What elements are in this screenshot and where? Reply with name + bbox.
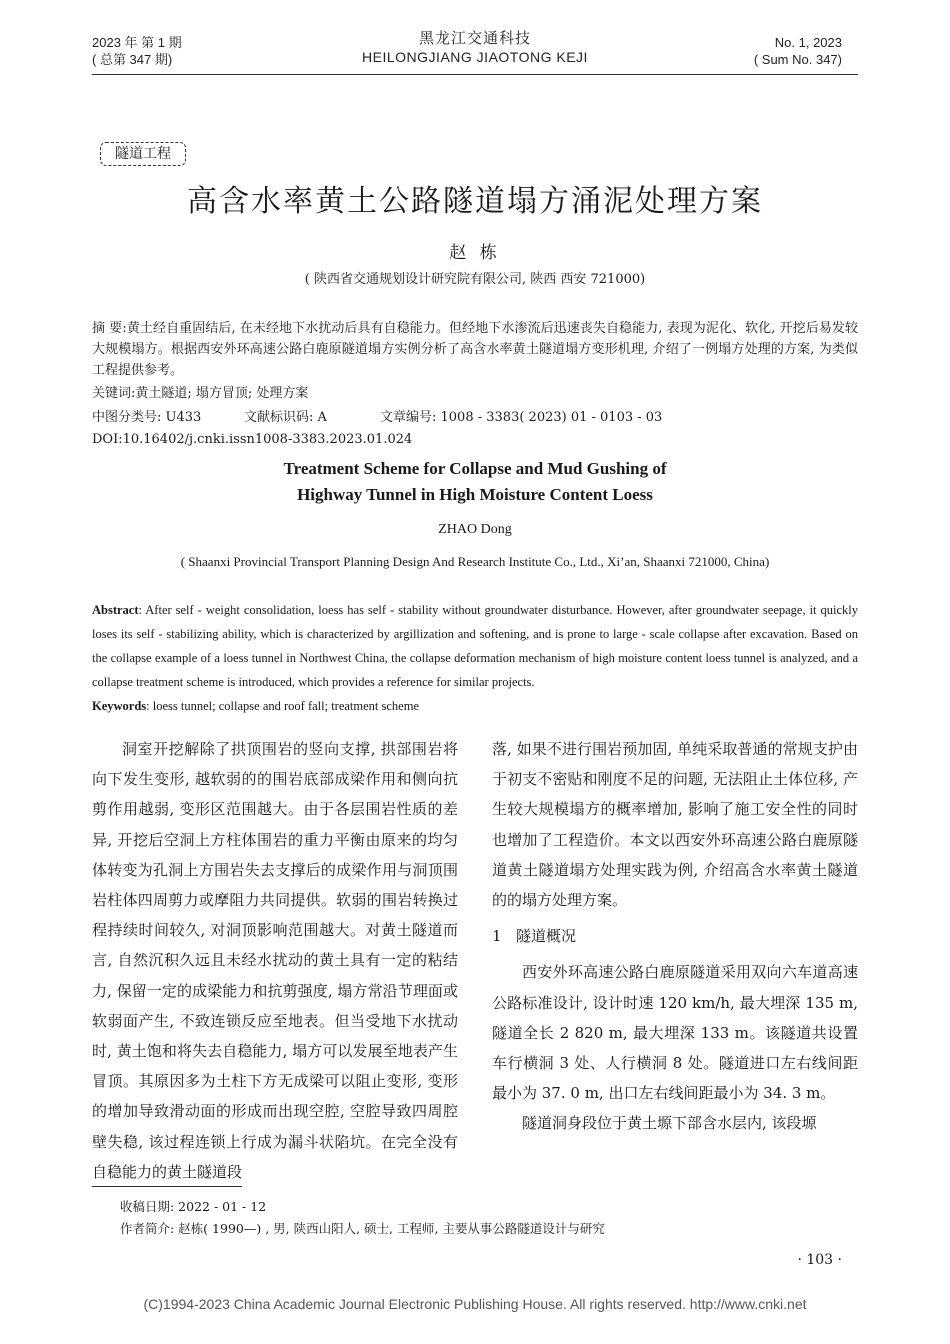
- body-column-left: [92, 734, 458, 1187]
- author-affiliation: ( 陕西省交通规划设计研究院有限公司, 陕西 西安 721000): [304, 272, 646, 287]
- body-paragraph-continued: 落, 如果不进行围岩预加固, 单纯采取普通的常规支护由于初支不密贴和刚度不足的问题, 无法阻止土体位移, 产生较大规模塌方的概率增加, 影响了施工安全性的同时也增加了工程造价。本文以西安外环高速公路白鹿原隧道黄土隧道塌方处理实践为例, 介绍高含水率黄土隧道的的塌方处理方案。: [492, 740, 858, 910]
- header-number: [754, 34, 842, 68]
- abstract-cn: [92, 318, 858, 381]
- body-column-right: [492, 734, 858, 1139]
- section-heading-number: 1: [492, 927, 502, 946]
- english-abstract-body: [92, 598, 858, 694]
- english-abstract-label: Abstract: [92, 603, 139, 617]
- english-keywords: [92, 694, 858, 718]
- section-heading: [492, 921, 858, 951]
- doi: DOI:10.16402/j.cnki.issn1008-3383.2023.01.024: [92, 432, 413, 447]
- clc-number: 中图分类号: U433: [92, 410, 202, 425]
- english-keywords-label: Keywords: [92, 699, 147, 713]
- abstract-cn-label: 摘 要:: [92, 321, 127, 336]
- journal-name-en: HEILONGJIANG JIAOTONG KEJI: [362, 49, 588, 65]
- english-abstract: [92, 598, 858, 718]
- english-title-line1: Treatment Scheme for Collapse and Mud Gushing of: [283, 459, 667, 478]
- copyright-notice: (C)1994-2023 China Academic Journal Electronic Publishing House. All rights reserved. http://www.cnki.net: [143, 1296, 807, 1312]
- keywords-cn: [92, 384, 308, 404]
- footnote-received: 收稿日期: 2022 - 01 - 12: [120, 1199, 267, 1214]
- page-number: · 103 ·: [797, 1252, 842, 1268]
- article-title: 高含水率黄土公路隧道塌方涌泥处理方案: [187, 184, 763, 219]
- section-tag: 隧道工程: [100, 142, 186, 166]
- journal-name-cn: 黑龙江交通科技: [418, 30, 531, 47]
- author-name: 赵 栋: [449, 243, 501, 263]
- english-title: [0, 456, 950, 508]
- footnote-divider: [92, 1186, 242, 1187]
- section-heading-text: 隧道概况: [516, 927, 577, 946]
- header-divider: [92, 74, 858, 75]
- body-paragraph: 隧道洞身段位于黄土塬下部含水层内, 该段塬: [522, 1114, 817, 1133]
- article-number: 文章编号: 1008 - 3383( 2023) 01 - 0103 - 03: [380, 410, 663, 425]
- header-issue-line1: 2023 年 第 1 期: [92, 35, 182, 50]
- document-code: 文献标识码: A: [244, 410, 327, 425]
- header-issue-line2: ( 总第 347 期): [92, 52, 173, 67]
- english-author: ZHAO Dong: [438, 522, 512, 537]
- keywords-cn-text: 黄土隧道; 塌方冒顶; 处理方案: [135, 386, 309, 401]
- abstract-cn-text: 黄土经自重固结后, 在未经地下水扰动后具有自稳能力。但经地下水渗流后迅速丧失自稳能力, 表现为泥化、软化, 开挖后易发较大规模塌方。根据西安外环高速公路白鹿原隧道塌方实例分析了高含水率黄土隧道塌方变形机理, 介绍了一例塌方处理的方案, 为类似工程提供参考。: [92, 321, 858, 378]
- keywords-cn-label: 关键词:: [92, 386, 136, 401]
- header-number-line1: No. 1, 2023: [774, 35, 842, 50]
- body-paragraph: 洞室开挖解除了拱顶围岩的竖向支撑, 拱部围岩将向下发生变形, 越软弱的的围岩底部成梁作用和侧向抗剪作用越弱, 变形区范围越大。由于各层围岩性质的差异, 开挖后空洞上方柱体围岩的重力平衡由原来的均匀体转变为孔洞上方围岩失去支撑后的成梁作用与洞顶围岩柱体四周剪力或摩阻力共同提供。软弱的围岩转换过程持续时间较久, 对洞顶影响范围越大。对黄土隧道而言, 自然沉积久远且未经水扰动的黄土具有一定的粘结力, 保留一定的成梁能力和抗剪强度, 塌方常沿节理面或软弱面产生, 不致连锁反应至地表。但当受地下水扰动时, 黄土饱和将失去自稳能力, 塌方可以发展至地表产生冒顶。其原因多为土柱下方无成梁可以阻止变形, 变形的增加导致滑动面的形成而出现空腔, 空腔导致四周腔壁失稳, 该过程连锁上行成为漏斗状陷坑。在完全没有自稳能力的黄土隧道段: [92, 740, 458, 1181]
- header-number-line2: ( Sum No. 347): [753, 52, 842, 67]
- english-affiliation: ( Shaanxi Provincial Transport Planning Design And Research Institute Co., Ltd., Xi’an, Shaanxi 721000, China): [180, 554, 770, 569]
- english-abstract-text: : After self - weight consolidation, loess has self - stability without groundwater disturbance. However, after groundwater seepage, it quickly loses its self - stabilizing ability, which is characterized by argillization and softening, and is prone to large - scale collapse after excavation. Based on the collapse example of a loess tunnel in Northwest China, the collapse deformation mechanism of high moisture content loess tunnel is analyzed, and a collapse treatment scheme is introduced, which provides a reference for similar projects.: [92, 603, 858, 689]
- footnote-author-bio: 作者简介: 赵栋( 1990—) , 男, 陕西山阳人, 硕士, 工程师, 主要从事公路隧道设计与研究: [120, 1221, 605, 1236]
- body-paragraph: 西安外环高速公路白鹿原隧道采用双向六车道高速公路标准设计, 设计时速 120 km/h, 最大埋深 135 m, 隧道全长 2 820 m, 最大埋深 133 m。该隧道共设置车行横洞 3 处、人行横洞 8 处。隧道进口左右线间距最小为 37. 0 m, 出口左右线间距最小为 34. 3 m。: [492, 963, 858, 1103]
- english-title-line2: Highway Tunnel in High Moisture Content Loess: [297, 485, 653, 504]
- english-keywords-text: : loess tunnel; collapse and roof fall; treatment scheme: [146, 699, 419, 713]
